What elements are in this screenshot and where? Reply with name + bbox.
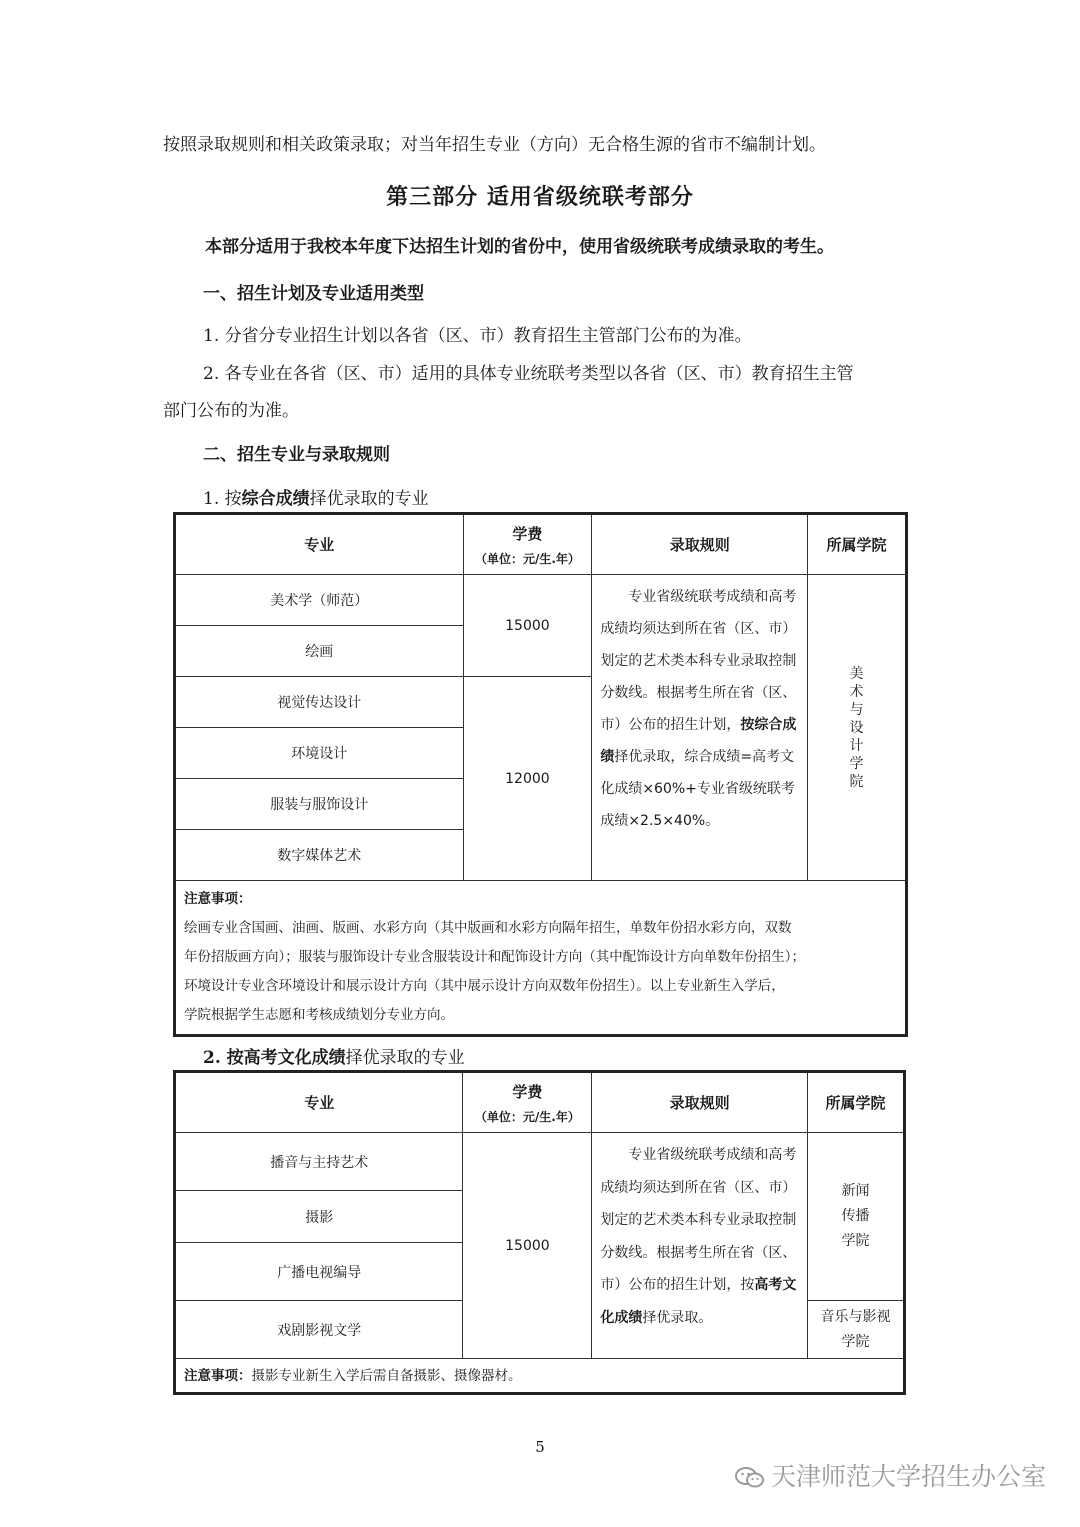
major-cell: 摄影 <box>176 1191 463 1243</box>
table-1-caption: 1. 按综合成绩择优录取的专业 <box>203 489 429 509</box>
header-fee: 学费 （单位：元/生.年） <box>463 1073 592 1133</box>
college-cell: 音乐与影视学院 <box>808 1301 904 1359</box>
header-major: 专业 <box>176 515 464 575</box>
major-cell: 戏剧影视文学 <box>176 1301 463 1359</box>
college-cell: 新闻传播学院 <box>808 1133 904 1301</box>
major-cell: 绘画 <box>176 626 464 677</box>
college-cell: 美术与设计学院 <box>808 575 906 881</box>
header-rule: 录取规则 <box>592 1073 808 1133</box>
note-cell: 注意事项：摄影专业新生入学后需自备摄影、摄像器材。 <box>176 1359 904 1393</box>
admission-rule-cell: 专业省级统联考成绩和高考成绩均须达到所在省（区、市）划定的艺术类本科专业录取控制分数线。根据考生所在省（区、市）公布的招生计划，按综合成绩择优录取，综合成绩=高考文化成绩×60%+专业省级统联考成绩×2.5×40%。 <box>592 575 808 881</box>
table-2-caption: 2. 按高考文化成绩择优录取的专业 <box>203 1048 465 1068</box>
table-2 <box>175 1072 904 1393</box>
header-college: 所属学院 <box>808 515 906 575</box>
table-2-note-row <box>176 1359 904 1393</box>
part-title: 第三部分 适用省级统联考部分 <box>386 184 694 210</box>
section-1-heading: 一、招生计划及专业适用类型 <box>203 284 424 304</box>
page-number: 5 <box>535 1438 545 1456</box>
major-cell: 服装与服饰设计 <box>176 779 464 830</box>
section-1-item-2-line-2: 部门公布的为准。 <box>163 401 299 421</box>
intro-line: 按照录取规则和相关政策录取；对当年招生专业（方向）无合格生源的省市不编制计划。 <box>163 135 826 155</box>
fee-cell: 15000 <box>463 575 592 677</box>
table-1-header-row <box>176 515 906 575</box>
fee-cell: 12000 <box>463 677 592 881</box>
header-major: 专业 <box>176 1073 463 1133</box>
header-fee: 学费 （单位：元/生.年） <box>463 515 592 575</box>
note-cell: 注意事项： 绘画专业含国画、油画、版画、水彩方向（其中版画和水彩方向隔年招生，单数年份招水彩方向，双数 年份招版画方向）；服装与服饰设计专业含服装设计和配饰设计方向（其中配饰设计方向单数年份招生）； 环境设计专业含环境设计和展示设计方向（其中展示设计方向双数年份招生）。以上专业新生入学后， 学院根据学生志愿和考核成绩划分专业方向。 <box>176 881 906 1035</box>
fee-cell: 15000 <box>463 1133 592 1359</box>
header-rule: 录取规则 <box>592 515 808 575</box>
major-cell: 数字媒体艺术 <box>176 830 464 881</box>
major-cell: 环境设计 <box>176 728 464 779</box>
major-cell: 视觉传达设计 <box>176 677 464 728</box>
table-1-note-row <box>176 881 906 1035</box>
wechat-icon <box>735 1466 765 1490</box>
table-1 <box>175 514 906 1035</box>
section-1-item-1: 1. 分省分专业招生计划以各省（区、市）教育招生主管部门公布的为准。 <box>203 326 752 346</box>
part-description: 本部分适用于我校本年度下达招生计划的省份中，使用省级统联考成绩录取的考生。 <box>205 237 834 257</box>
table-row <box>176 575 906 626</box>
major-cell: 播音与主持艺术 <box>176 1133 463 1191</box>
section-1-item-2-line-1: 2. 各专业在各省（区、市）适用的具体专业统联考类型以各省（区、市）教育招生主管 <box>203 364 854 384</box>
section-2-heading: 二、招生专业与录取规则 <box>203 445 390 465</box>
watermark <box>735 1457 1046 1493</box>
watermark-text: 天津师范大学招生办公室 <box>770 1462 1046 1491</box>
header-college: 所属学院 <box>808 1073 904 1133</box>
table-2-header-row <box>176 1073 904 1133</box>
major-cell: 美术学（师范） <box>176 575 464 626</box>
table-row <box>176 1133 904 1191</box>
admission-rule-cell: 专业省级统联考成绩和高考成绩均须达到所在省（区、市）划定的艺术类本科专业录取控制分数线。根据考生所在省（区、市）公布的招生计划，按高考文化成绩择优录取。 <box>592 1133 808 1359</box>
major-cell: 广播电视编导 <box>176 1243 463 1301</box>
